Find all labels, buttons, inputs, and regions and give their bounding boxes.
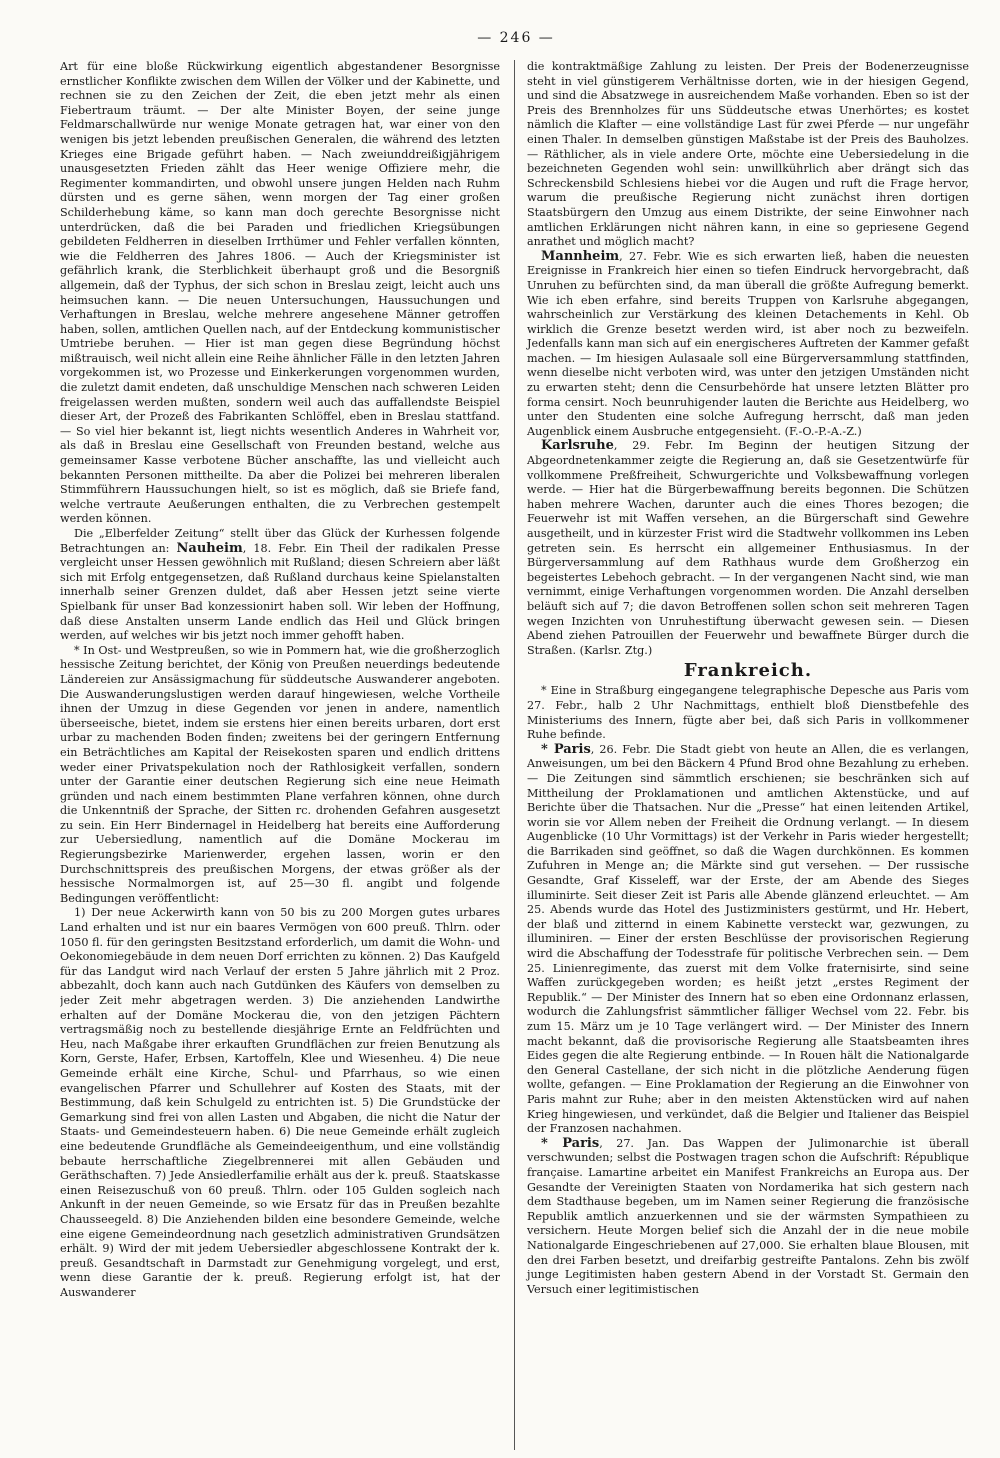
article-body: Im Beginn der heutigen Sitzung der Abgeordnetenkammer zeigte die Regierung an, daß sie Gesetzentwürfe für vollkommene Preßfreiheit, Schwurgerichte und Volksbewaffnung vorlegen werde. — Hier hat die Bürgerbewaffnung bereits begonnen. Die Schützen haben mehrere Wachen, darunter auch die eines Thores bezogen; die Feuerwehr ist mit Waffen versehen, an die Bürgerschaft sind Gewehre ausgetheilt, und in kürzester Frist wird die Stadtwehr vollkommen ins Leben getreten sein. Es herrscht ein allgemeiner Enthusiasmus. In der Bürgerversammlung auf dem Rathhaus wurde dem Großherzog ein begeistertes Lebehoch gebracht. — In der vergangenen Nacht sind, wie man vernimmt, einige Verhaftungen vorgenommen worden. Die Anzahl derselben beläuft sich auf 7; die davon Betroffenen sollen schon seit mehreren Tagen wegen Inzichten von Unruhestiftung überwacht gewesen sein. — Diesen Abend ziehen Patrouillen der Feuerwehr und bewaffnete Bürger durch die Straßen. (Karlsr. Ztg.) (527, 439, 969, 657)
dateline-date: , 29. Febr. (613, 439, 694, 453)
article-nauheim (60, 527, 500, 644)
dateline-place: Mannheim (541, 248, 620, 264)
article-body: Ein Theil der radikalen Presse vergleicht unser Hessen gewöhnlich mit Rußland; diesen Schreiern aber läßt sich mit Erfolg entgegensetzen, daß Rußland durchaus keine Spielanstalten innerhalb seiner Grenzen duldet, daß aber Hessen jetzt seine vierte Spielbank für unser Bad konzessionirt haben soll. Wir leben der Hoffnung, daß diese Anstalten unserm Lande endlich das Heil und Glück bringen werden, auf welches wir bis jetzt noch immer gehofft haben. (60, 541, 501, 643)
article-emigration: * In Ost- und Westpreußen, so wie in Pommern hat, wie die großherzoglich hessische Zeitung berichtet, der König von Preußen neuerdings bedeutende Ländereien zur Ansässigmachung für süddeutsche Auswanderer angeboten. Die Auswanderungslustigen werden darauf hingewiesen, welche Vortheile ihnen der Umzug in diese Gegenden vor jenen in andere, namentlich überseeische, bietet, indem sie erstens hier einen bereits urbaren, dort erst urbar zu machenden Boden finden; zweitens bei der geringern Entfernung ein Beträchtliches am Kapital der Reisekosten sparen und endlich drittens weder einer Privatspekulation noch der Rathlosigkeit verfallen, sondern unter der Garantie einer deutschen Regierung sich eine neue Heimath gründen und nach einem bestimmten Plane verfahren können, ohne durch die Unkenntniß der Sprache, der Sitten rc. drohenden Gefahren ausgesetzt zu sein. Ein Herr Bindernagel in Heidelberg hat bereits eine Aufforderung zur Uebersiedlung, namentlich auf die Domäne Mockerau im Regierungsbezirke Marienwerder, ergehen lassen, worin er den Durchschnittspreis des preußischen Morgens, der etwas größer als der hessische Normalmorgen ist, auf 25—30 fl. angibt und folgende Bedingungen veröffentlicht: (60, 643, 500, 905)
dateline-date: , 18. Febr. (242, 541, 307, 555)
page-number: — 246 — (477, 30, 555, 46)
article-paris-26 (527, 743, 969, 1137)
article-body: Das Wappen der Julimonarchie ist überall verschwunden; selbst die Postwagen tragen schon die Aufschrift: République française. Lamartine arbeitet ein Manifest Frankreichs an Europa aus. Der Gesandte der Vereinigten Staaten von Nordamerika hat sich gestern nach dem Stadthause begeben, um im Namen seiner Regierung die französische Republik amtlich anzuerkennen und sie der wärmsten Sympathieen zu versichern. Heute Morgen belief sich die Anzahl der in die neue mobile Nationalgarde Eingeschriebenen auf 27,000. Sie erhalten blaue Blousen, mit den drei Farben besetzt, und dreifarbig gestreifte Pantalons. Zehn bis zwölf junge Legitimisten haben gestern Abend in der Vorstadt St. Germain den Versuch einer legitimistischen (527, 1136, 969, 1296)
article-body: Wie es sich erwarten ließ, haben die neuesten Ereignisse in Frankreich hier einen so tiefen Eindruck hervorgebracht, daß Unruhen zu befürchten sind, da man überall die größte Aufregung bemerkt. Wie ich eben erfahre, sind bereits Truppen von Karlsruhe abgegangen, wahrscheinlich zur Verstärkung des kleinen Detachements in Kehl. Ob wirklich die Grenze besetzt werden wird, ist aber noch zu bezweifeln. Jedenfalls kann man sich auf ein energischeres Auftreten der Kammer gefaßt machen. — Im hiesigen Aulasaale soll eine Bürgerversammlung stattfinden, wenn dieselbe nicht verboten wird, was unter den jetzigen Umständen nicht zu erwarten steht; denn die Censurbehörde hat unsere letzten Blätter pro forma censirt. Noch beunruhigender lauten die Berichte aus Heidelberg, wo unter den Studenten eine solche Aufregung herrscht, daß man jeden Augenblick einem Ausbruche entgegensieht. (F.-O.-P.-A.-Z.) (527, 249, 969, 438)
dateline-date: , 26. Febr. (590, 742, 651, 756)
column-divider (514, 60, 515, 1450)
dateline-place: * Paris (541, 1135, 600, 1151)
dateline-place: Karlsruhe (541, 438, 614, 454)
section-heading-frankreich: Frankreich. (683, 660, 813, 682)
dateline-date: , 27. Febr. (619, 249, 682, 263)
article-body: Die Stadt giebt von heute an Allen, die es verlangen, Anweisungen, um bei den Bäckern 4 Pfund Brod ohne Bezahlung zu erheben. — Die Zeitungen sind sämmtlich erschienen; sie beschränken sich auf Mittheilung der Proklamationen und amtlichen Aktenstücke, und auf Berichte über die Thatsachen. Nur die „Presse“ hat einen leitenden Artikel, worin sie vor Allem neben der Freiheit die Ordnung verlangt. — In diesem Augenblicke (10 Uhr Vormittags) ist der Verkehr in Paris wieder hergestellt; die Barrikaden sind geöffnet, so daß die Wagen durchkönnen. Es kommen Zufuhren in Menge an; die Märkte sind gut versehen. — Der russische Gesandte, Graf Kisseleff, war der Erste, der am Abende des Sieges illuminirte. Seit dieser Zeit ist Paris alle Abende glänzend erleuchtet. — Am 25. Abends wurde das Hotel des Justizministers gestürmt, und Hr. Hebert, der blaß und zitternd in einem Kabinette versteckt war, gezwungen, zu illuminiren. — Einer der ersten Beschlüsse der provisorischen Regierung wird die Abschaffung der Todesstrafe für politische Verbrechen sein. — Dem 25. Linienregimente, das zuerst mit dem Volke fraternisirte, sind seine Waffen zurückgegeben worden; es heißt jetzt „erstes Regiment der Republik.“ — Der Minister des Innern hat so eben eine Ordonnanz erlassen, wodurch die Zahlungsfrist sämmtlicher fälliger Wechsel vom 22. Febr. bis zum 15. März um je 10 Tage verlängert wird. — Der Minister des Innern macht bekannt, daß die provisorische Regierung alle Staatsbeamten ihres Eides gegen die alte Regierung entbinde. — In Rouen hält die Nationalgarde den General Castellane, der sich nicht in die plötzliche Aenderung fügen wollte, gefangen. — Eine Proklamation der Regierung an die Einwohner von Paris mahnt zur Ruhe; aber in den meisten Aktenstücken wird auf nahen Krieg hingewiesen, und verkündet, daß die Belgier und Italiener das Beispiel der Franzosen nachahmen. (527, 742, 969, 1136)
article-mannheim (527, 250, 969, 440)
conditions-list: 1) Der neue Ackerwirth kann von 50 bis zu 200 Morgen gutes urbares Land erhalten und ist nur ein baares Vermögen von 600 preuß. Thlrn. oder 1050 fl. für den geringsten Besitzstand erforderlich, um damit die Wohn- und Oekonomiegebäude in dem neuen Dorf errichten zu können. 2) Das Kaufgeld für das Landgut wird nach Verlauf der ersten 5 Jahre jährlich mit 2 Proz. abbezahlt, doch kann auch nach Gutdünken des Käufers von demselben zu jeder Zeit mehr abgetragen werden. 3) Die anziehenden Landwirthe erhalten auf der Domäne Mockerau die, von den jetzigen Pächtern vertragsmäßig noch zu bestellende diesjährige Ernte an Feldfrüchten und Heu, nach Maßgabe ihrer erkauften Grundflächen zur freien Benutzung als Korn, Gerste, Hafer, Erbsen, Kartoffeln, Klee und Wiesenheu. 4) Die neue Gemeinde erhält eine Kirche, Schul- und Pfarrhaus, so wie einen evangelischen Pfarrer und Schullehrer auf Kosten des Staats, mit der Bestimmung, daß kein Schulgeld zu entrichten ist. 5) Die Grundstücke der Gemarkung sind frei von allen Lasten und Abgaben, die nicht die Natur der Staats- und Gemeindesteuern haben. 6) Die neue Gemeinde erhält zugleich eine bedeutende Grundfläche als Gemeindeeigenthum, und eine vollständig bebaute herrschaftliche Ziegelbrennerei mit allen Gebäuden und Geräthschaften. 7) Jede Ansiedlerfamilie erhält aus der k. preuß. Staatskasse einen Reisezuschuß von 60 preuß. Thlrn. oder 105 Gulden sogleich nach Ankunft in der neuen Gemeinde, so wie Ersatz für das in Preußen bezahlte Chausseegeld. 8) Die Anziehenden bilden eine besondere Gemeinde, welche eine eigene Gemeindeordnung nach gesetzlich administrativen Grundsätzen erhält. 9) Wird der mit jedem Uebersiedler abgeschlossene Kontrakt der k. preuß. Gesandtschaft in Darmstadt zur Genehmigung vorgelegt, und erst, wenn diese Garantie der k. preuß. Regierung erfolgt ist, hat der Auswanderer (60, 906, 500, 1299)
right-column (521, 60, 969, 1450)
article-paris-27 (527, 1137, 969, 1298)
text-columns (60, 60, 972, 1450)
article-telegraph: * Eine in Straßburg eingegangene telegraphische Depesche aus Paris vom 27. Febr., halb 2 Uhr Nachmittags, enthielt bloß Dienstbefehle des Ministeriums des Innern, fügte aber bei, daß sich Paris in vollkommener Ruhe befinde. (527, 684, 969, 742)
dateline-place: Nauheim (176, 540, 243, 556)
article-continuation-right: die kontraktmäßige Zahlung zu leisten. Der Preis der Bodenerzeugnisse steht in viel günstigerem Verhältnisse dorten, wie in der hiesigen Gegend, und sind die Absatzwege in ausreichendem Maße vorhanden. Eben so ist der Preis des Brennholzes für uns Süddeutsche etwas Unerhörtes; es kostet nämlich die Klafter — eine vollständige Last für zwei Pferde — nur ungefähr einen Thaler. In demselben günstigen Maßstabe ist der Preis des Bauholzes. — Räthlicher, als in viele andere Orte, möchte eine Uebersiedelung in die bezeichneten Gegenden wohl sein: unwillkührlich aber drängt sich das Schreckensbild Schlesiens hiebei vor die Augen und ruft die Frage hervor, warum die preußische Regierung nicht zunächst ihren dortigen Staatsbürgern den Umzug aus einem Distrikte, der seine Einwohner nach amtlichen Erklärungen nicht nähren kann, in eine so gepriesene Gegend anrathet und möglich macht? (527, 60, 969, 249)
dateline-date: , 27. Jan. (599, 1136, 670, 1150)
article-intro: Die „Elberfelder Zeitung“ stellt über das Glück der Kurhessen folgende Betrachtungen an: (60, 527, 500, 555)
article-continuation: Art für eine bloße Rückwirkung eigentlich abgestandener Besorgnisse ernstlicher Konflikte zwischen dem Willen der Völker und der Kabinette, und rechnen sie zu den Zeichen der Zeit, die eben jetzt mehr als einen Fiebertraum träumt. — Der alte Minister Boyen, der seine junge Feldmarschallwürde nur wenige Monate getragen hat, war einer von den wenigen bis jetzt lebenden preußischen Generalen, die während des letzten Krieges eine Brigade geführt haben. — Nach zweiunddreißigjährigem unausgesetzten Frieden zählt das Heer wenige Offiziere mehr, die Regimenter kommandirten, und obwohl unsere jungen Helden nach Ruhm dürsten und es gerne sähen, wenn morgen der Tag einer großen Schilderhebung käme, so kann man doch gerechte Besorgnisse nicht unterdrücken, daß die bei Paraden und friedlichen Kriegsübungen gebildeten Feldherren in dieselben Irrthümer und Fehler verfallen könnten, wie die Feldherren des Jahres 1806. — Auch der Kriegsminister ist gefährlich krank, die Sterblichkeit überhaupt groß und die Besorgniß allgemein, daß der Typhus, der sich schon in Breslau zeigt, leicht auch uns heimsuchen kann. — Die neuen Untersuchungen, Haussuchungen und Verhaftungen in Breslau, welche mehrere angesehene Männer getroffen haben, sollen, amtlichen Quellen nach, auf der Entdeckung kommunistischer Umtriebe beruhen. — Hier ist man gegen diese Begründung höchst mißtrauisch, weil nicht allein eine Reihe ähnlicher Fälle in den letzten Jahren vorgekommen ist, wo Prozesse und Einkerkerungen vorgenommen wurden, die zuletzt damit endeten, daß unschuldige Menschen nach schweren Leiden freigelassen werden mußten, sondern weil auch das auffallendste Beispiel dieser Art, der Prozeß des Fabrikanten Schlöffel, eben in Breslau stattfand. — So viel hier bekannt ist, liegt nichts wesentlich Anderes in Wahrheit vor, als daß in Breslau eine Gesellschaft von Freunden bestand, welche aus gemeinsamer Kasse verbotene Bücher anschaffte, las und vielleicht auch bekannten Personen mittheilte. Da aber die Polizei bei mehreren liberalen Stimmführern Haussuchungen hielt, so ist es möglich, daß sie Briefe fand, welche vertraute Aeußerungen enthalten, die zu Verbrechen gestempelt werden können. (60, 60, 500, 526)
left-column (60, 60, 508, 1450)
dateline-place: * Paris (541, 741, 591, 757)
article-karlsruhe (527, 439, 969, 658)
